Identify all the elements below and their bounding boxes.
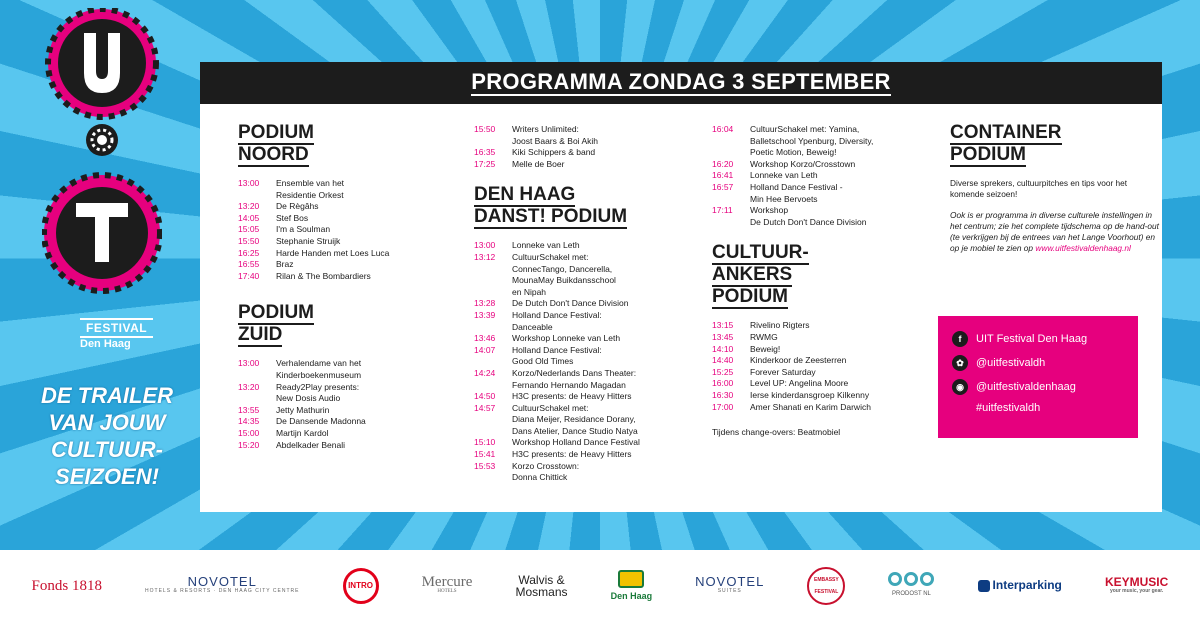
schedule-row xyxy=(474,391,704,403)
schedule-time: 14:35 xyxy=(238,416,260,427)
schedule-act: I'm a Soulman xyxy=(276,224,331,235)
festival-website-link[interactable]: www.uitfestivaldenhaag.nl xyxy=(1035,243,1131,253)
schedule-row xyxy=(238,259,458,271)
column-2 xyxy=(474,124,704,504)
schedule-time xyxy=(474,136,512,148)
keymusic-subline: your music, your gear. xyxy=(1109,588,1164,594)
trailer-line: VAN JOUW xyxy=(48,410,166,435)
schedule-row xyxy=(712,320,932,332)
schedule-den-haag-danst xyxy=(474,240,704,483)
sponsor-interparking[interactable] xyxy=(978,579,1062,592)
schedule-row xyxy=(474,159,704,171)
schedule-row xyxy=(238,236,458,248)
schedule-row xyxy=(474,461,704,473)
schedule-time: 15:00 xyxy=(238,427,260,438)
hashtag: #uitfestivaldh xyxy=(976,402,1041,414)
schedule-act: De Dutch Don't Dance Division xyxy=(512,298,629,309)
sponsor-den-haag[interactable] xyxy=(611,570,653,602)
trailer-line: SEIZOEN! xyxy=(55,464,159,489)
schedule-time: 16:35 xyxy=(474,147,496,158)
schedule-podium-noord xyxy=(238,178,458,282)
schedule-time: 15:50 xyxy=(238,235,260,246)
schedule-act: De Règâhs xyxy=(276,201,319,212)
stage-title-podium-noord: PODIUM NOORD xyxy=(238,122,314,165)
schedule-time xyxy=(238,393,276,405)
schedule-time: 17:00 xyxy=(712,401,734,412)
schedule-act: New Dosis Audio xyxy=(276,393,341,404)
den-haag-wordmark: Den Haag xyxy=(610,590,653,601)
schedule-time: 14:40 xyxy=(712,355,734,366)
schedule-act: Min Hee Bervoets xyxy=(750,193,818,204)
column-1 xyxy=(238,122,458,471)
stage-title-container: CONTAINER PODIUM xyxy=(950,122,1062,165)
prodost-wordmark: PRODOST NL xyxy=(892,590,931,597)
schedule-time: 17:40 xyxy=(238,270,260,281)
schedule-row xyxy=(238,271,458,283)
schedule-act: Verhalendame van het xyxy=(276,358,362,369)
schedule-act: Danceable xyxy=(512,321,553,332)
schedule-act: Holland Dance Festival - xyxy=(750,181,843,192)
schedule-time xyxy=(238,190,276,202)
schedule-time: 17:11 xyxy=(712,205,733,216)
schedule-act: Korzo Crosstown: xyxy=(512,460,580,471)
schedule-time: 13:20 xyxy=(238,381,260,392)
schedule-time: 16:25 xyxy=(238,247,260,258)
schedule-act: Melle de Boer xyxy=(512,158,565,169)
schedule-row xyxy=(712,217,932,229)
schedule-time xyxy=(474,426,512,438)
mercure-subline: HOTELS xyxy=(437,589,457,594)
trailer-line: CULTUUR- xyxy=(50,437,163,462)
schedule-row xyxy=(238,178,458,190)
schedule-row xyxy=(474,380,704,392)
column-4 xyxy=(950,122,1162,254)
novotel-suites-wordmark: NOVOTEL xyxy=(695,574,765,589)
schedule-row xyxy=(474,298,704,310)
schedule-act: MounaMay Buikdansschool xyxy=(512,275,616,286)
schedule-row xyxy=(712,170,932,182)
schedule-time xyxy=(712,194,750,206)
sponsor-novotel-den-haag[interactable] xyxy=(145,576,299,595)
schedule-row xyxy=(474,287,704,299)
schedule-row xyxy=(474,403,704,415)
schedule-act: Fernando Hernando Magadan xyxy=(512,379,626,390)
schedule-act: Workshop xyxy=(750,205,789,216)
schedule-time: 13:39 xyxy=(474,309,496,320)
schedule-row xyxy=(474,264,704,276)
schedule-act: Braz xyxy=(276,259,294,270)
sponsor-prodost[interactable] xyxy=(888,572,934,600)
schedule-time: 16:20 xyxy=(712,158,734,169)
schedule-time: 14:07 xyxy=(474,344,496,355)
instagram-handle: @uitfestivaldenhaag xyxy=(976,381,1076,393)
schedule-act: Holland Dance Festival: xyxy=(512,344,602,355)
schedule-time: 15:53 xyxy=(474,460,496,471)
schedule-time: 13:45 xyxy=(712,331,734,342)
schedule-row xyxy=(474,147,704,159)
logo-festival-label: FESTIVAL xyxy=(80,318,153,338)
schedule-time xyxy=(474,472,512,484)
schedule-row xyxy=(712,182,932,194)
schedule-act: Stef Bos xyxy=(276,212,309,223)
twitter-handle: @uitfestivaldh xyxy=(976,357,1046,369)
schedule-time xyxy=(474,275,512,287)
schedule-row xyxy=(474,426,704,438)
schedule-act: Martijn Kardol xyxy=(276,427,329,438)
schedule-row xyxy=(474,437,704,449)
schedule-time: 16:00 xyxy=(712,378,734,389)
schedule-time xyxy=(474,287,512,299)
schedule-act: Workshop Holland Dance Festival xyxy=(512,437,640,448)
schedule-row xyxy=(238,393,458,405)
schedule-time: 15:41 xyxy=(474,449,496,460)
schedule-act: Holland Dance Festival: xyxy=(512,309,602,320)
schedule-act: CultuurSchakel met: xyxy=(512,402,589,413)
schedule-time: 14:57 xyxy=(474,402,496,413)
schedule-act: Donna Chittick xyxy=(512,472,568,483)
twitter-icon: ✿ xyxy=(952,355,968,371)
program-panel xyxy=(200,62,1162,512)
schedule-act: CultuurSchakel met: Yamina, xyxy=(750,124,860,134)
schedule-time: 16:57 xyxy=(712,181,734,192)
schedule-den-haag-danst-continued xyxy=(712,124,932,228)
schedule-act: Ensemble van het xyxy=(276,178,345,188)
schedule-row xyxy=(712,355,932,367)
twitter-row[interactable] xyxy=(952,354,1124,372)
schedule-time: 13:15 xyxy=(712,320,734,331)
schedule-time: 14:50 xyxy=(474,391,496,402)
schedule-time xyxy=(474,380,512,392)
sponsor-novotel-suites[interactable] xyxy=(695,576,764,595)
schedule-time: 15:25 xyxy=(712,366,734,377)
schedule-row xyxy=(238,416,458,428)
schedule-act: CultuurSchakel met: xyxy=(512,251,589,262)
novotel-subline: HOTELS & RESORTS · DEN HAAG CITY CENTRE xyxy=(145,588,300,594)
schedule-act: Beweig! xyxy=(750,343,781,354)
schedule-act: Diana Meijer, Residance Dorany, xyxy=(512,414,636,425)
schedule-cultuurankers xyxy=(712,320,932,413)
mercure-wordmark: Mercure xyxy=(421,574,473,590)
schedule-act: Lonneke van Leth xyxy=(512,240,580,251)
schedule-time: 16:04 xyxy=(712,124,734,134)
schedule-row xyxy=(712,147,932,159)
schedule-act: Korzo/Nederlands Dans Theater: xyxy=(512,367,637,378)
schedule-podium-zuid xyxy=(238,358,458,451)
schedule-row xyxy=(238,428,458,440)
schedule-row xyxy=(474,449,704,461)
schedule-time: 15:05 xyxy=(238,224,260,235)
schedule-time xyxy=(712,136,750,148)
schedule-row xyxy=(238,440,458,452)
schedule-act: Kiki Schippers & band xyxy=(512,147,596,158)
schedule-time: 15:20 xyxy=(238,439,260,450)
schedule-act: Rilan & The Bombardiers xyxy=(276,270,371,281)
schedule-row xyxy=(238,213,458,225)
facebook-handle: UIT Festival Den Haag xyxy=(976,333,1088,345)
schedule-row xyxy=(238,358,458,370)
sponsor-bar xyxy=(0,550,1200,621)
schedule-time xyxy=(474,264,512,276)
schedule-act: Forever Saturday xyxy=(750,366,816,377)
schedule-act: Lonneke van Leth xyxy=(750,170,818,181)
schedule-act: De Dansende Madonna xyxy=(276,416,366,427)
schedule-row xyxy=(238,248,458,260)
schedule-row xyxy=(712,332,932,344)
schedule-row xyxy=(712,390,932,402)
schedule-row xyxy=(474,356,704,368)
schedule-row xyxy=(712,367,932,379)
schedule-row xyxy=(712,205,932,217)
schedule-act: Rivelino Rigters xyxy=(750,320,810,331)
facebook-row[interactable] xyxy=(952,330,1124,348)
schedule-row xyxy=(474,472,704,484)
walvis-line-1: Walvis & xyxy=(518,572,565,587)
schedule-act: Amer Shanati en Karim Darwich xyxy=(750,401,871,412)
den-haag-crest-icon xyxy=(618,570,644,588)
schedule-act: H3C presents: de Heavy Hitters xyxy=(512,449,632,460)
sponsor-mercure[interactable] xyxy=(422,576,473,595)
stage-title-cultuurankers: CULTUUR- ANKERS PODIUM xyxy=(712,242,809,308)
schedule-row xyxy=(474,322,704,334)
schedule-time: 13:20 xyxy=(238,201,260,212)
prodost-rings-icon xyxy=(888,572,934,586)
schedule-time xyxy=(474,414,512,426)
schedule-act: Balletschool Ypenburg, Diversity, xyxy=(750,135,874,146)
schedule-act: Jetty Mathurin xyxy=(276,404,330,415)
schedule-act: RWMG xyxy=(750,331,778,342)
logo-city-label: Den Haag xyxy=(80,338,131,350)
schedule-act: Dans Atelier, Dance Studio Natya xyxy=(512,425,638,436)
schedule-act: ConnecTango, Dancerella, xyxy=(512,263,613,274)
schedule-time: 13:12 xyxy=(474,251,496,262)
schedule-time xyxy=(474,356,512,368)
schedule-row xyxy=(238,224,458,236)
schedule-act: Residentie Orkest xyxy=(276,189,344,200)
schedule-act: en Nipah xyxy=(512,286,547,297)
schedule-time: 16:41 xyxy=(712,170,734,181)
stage-title-podium-zuid: PODIUM ZUID xyxy=(238,302,314,346)
schedule-time: 13:55 xyxy=(238,404,260,415)
schedule-time: 13:00 xyxy=(238,178,260,188)
schedule-time xyxy=(238,370,276,382)
schedule-row xyxy=(474,345,704,357)
schedule-row xyxy=(712,136,932,148)
schedule-act: Joost Baars & Boi Akih xyxy=(512,135,598,146)
sponsor-fonds-1818[interactable]: Fonds 1818 xyxy=(31,577,102,594)
schedule-time: 17:25 xyxy=(474,158,496,169)
schedule-time: 13:00 xyxy=(474,240,496,251)
keymusic-wordmark: KEYMUSIC xyxy=(1104,575,1169,589)
schedule-row xyxy=(474,124,704,136)
sponsor-embassy-festival[interactable]: EMBASSY FESTIVAL xyxy=(807,567,845,605)
schedule-row xyxy=(474,333,704,345)
schedule-act: Harde Handen met Loes Luca xyxy=(276,247,390,258)
novotel-wordmark: NOVOTEL xyxy=(187,574,257,589)
schedule-row xyxy=(712,402,932,414)
schedule-act: Kinderboekenmuseum xyxy=(276,369,362,380)
stage-title-den-haag-danst: DEN HAAG DANST! PODIUM xyxy=(474,184,628,228)
interparking-p-icon xyxy=(978,580,990,592)
container-description: Diverse sprekers, cultuurpitches en tips voor het komende seizoen! xyxy=(950,178,1128,199)
novotel-suites-subline: SUITES xyxy=(717,588,742,594)
uit-logo xyxy=(42,8,162,308)
schedule-time xyxy=(712,217,750,229)
schedule-podium-zuid-continued xyxy=(474,124,704,170)
schedule-row xyxy=(474,240,704,252)
schedule-time xyxy=(712,147,750,159)
schedule-time: 13:28 xyxy=(474,298,496,309)
facebook-icon: f xyxy=(952,331,968,347)
column-3 xyxy=(712,124,932,437)
schedule-act: Workshop Lonneke van Leth xyxy=(512,333,621,344)
schedule-act: Level UP: Angelina Moore xyxy=(750,378,849,389)
schedule-row xyxy=(238,370,458,382)
schedule-time xyxy=(474,322,512,334)
schedule-row xyxy=(474,310,704,322)
interparking-wordmark: Interparking xyxy=(992,578,1062,593)
schedule-row xyxy=(712,159,932,171)
schedule-time: 14:10 xyxy=(712,343,734,354)
instagram-row[interactable] xyxy=(952,378,1124,396)
trailer-slogan xyxy=(22,382,192,490)
schedule-act: Ierse kinderdansgroep Kilkenny xyxy=(750,389,870,400)
schedule-time: 13:00 xyxy=(238,358,260,369)
schedule-time: 16:55 xyxy=(238,259,260,270)
sponsor-keymusic[interactable] xyxy=(1105,576,1168,595)
schedule-row xyxy=(712,194,932,206)
walvis-line-2: Mosmans xyxy=(515,584,568,599)
program-title: PROGRAMMA ZONDAG 3 SEPTEMBER xyxy=(471,69,891,94)
schedule-row xyxy=(238,190,458,202)
schedule-row xyxy=(474,368,704,380)
sponsor-walvis-mosmans[interactable] xyxy=(515,574,567,598)
schedule-row xyxy=(474,414,704,426)
schedule-row xyxy=(712,378,932,390)
schedule-act: Good Old Times xyxy=(512,356,574,367)
schedule-row xyxy=(238,201,458,213)
schedule-act: De Dutch Don't Dance Division xyxy=(750,216,867,227)
container-note-text: Ook is er programma in diverse culturele instellingen in het centrum; zie het complete tijdschema op de hand-out (te verkrijgen bij de entrees van het Lange Voorhout) en op je mobiel te zien op xyxy=(950,210,1159,253)
schedule-row xyxy=(712,344,932,356)
schedule-act: Stephanie Struijk xyxy=(276,235,341,246)
instagram-icon: ◉ xyxy=(952,379,968,395)
schedule-row xyxy=(238,405,458,417)
schedule-act: Ready2Play presents: xyxy=(276,381,360,392)
schedule-row xyxy=(238,382,458,394)
sponsor-intro[interactable]: INTRO xyxy=(343,568,379,604)
schedule-time: 13:46 xyxy=(474,333,496,344)
container-note xyxy=(950,210,1162,254)
changeover-note: Tijdens change-overs: Beatmobiel xyxy=(712,427,841,438)
schedule-time: 15:50 xyxy=(474,124,496,134)
schedule-act: Abdelkader Benali xyxy=(276,439,345,450)
schedule-act: Writers Unlimited: xyxy=(512,124,579,134)
social-box xyxy=(938,316,1138,438)
schedule-time: 15:10 xyxy=(474,437,496,448)
schedule-row xyxy=(474,252,704,264)
schedule-row xyxy=(474,136,704,148)
schedule-row xyxy=(474,275,704,287)
schedule-act: Kinderkoor de Zeesterren xyxy=(750,355,847,366)
schedule-time: 16:30 xyxy=(712,389,734,400)
schedule-act: H3C presents: de Heavy Hitters xyxy=(512,391,632,402)
schedule-time: 14:05 xyxy=(238,212,260,223)
program-header xyxy=(200,62,1162,104)
schedule-act: Workshop Korzo/Crosstown xyxy=(750,158,856,169)
schedule-row xyxy=(712,124,932,136)
schedule-time: 14:24 xyxy=(474,367,496,378)
schedule-act: Poetic Motion, Beweig! xyxy=(750,147,837,158)
trailer-line: DE TRAILER xyxy=(41,383,173,408)
